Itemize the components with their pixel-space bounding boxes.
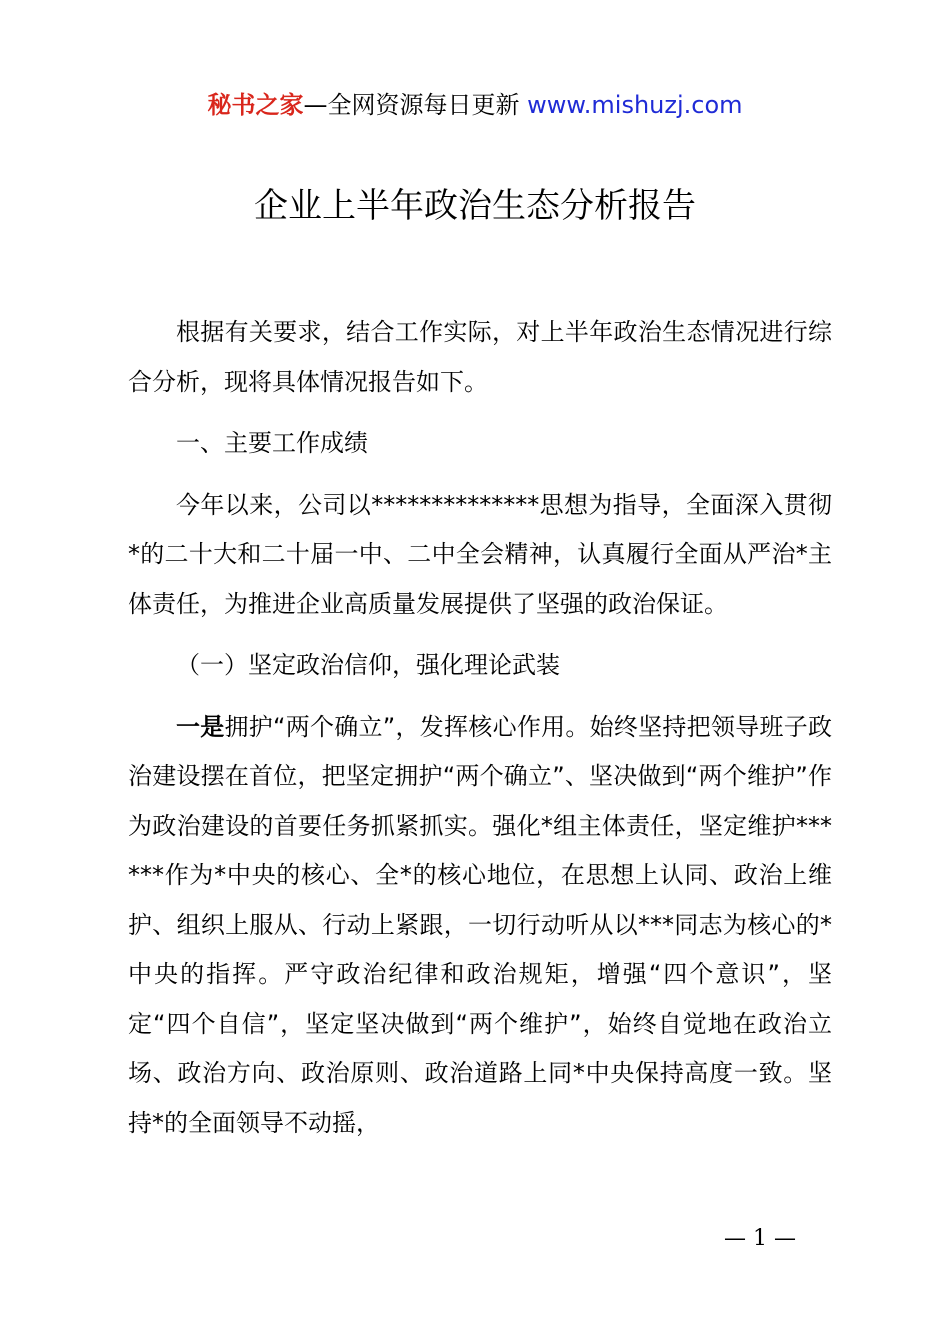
document-title: 企业上半年政治生态分析报告 (254, 186, 696, 226)
subsection-heading: （一）坚定政治信仰，强化理论武装 (176, 651, 560, 679)
point-text: 拥护“两个确立”，发挥核心作用。始终坚持把领导班子政治建设摆在首位，把坚定拥护“两个确立”、坚决做到“两个维护”作为政治建设的首要任务抓紧抓实。强化*组主体责任，坚定维护******作为*中央的核心、全*的核心地位，在思想上认同、政治上维护、组织上服从、行动上紧跟，一切行动听从以***同志为核心的*中央的指挥。严守政治纪律和政治规矩，增强“四个意识”，坚定“四个自信”，坚定坚决做到“两个维护”，始终自觉地在政治立场、政治方向、政治原则、政治道路上同*中央保持高度一致。坚持*的全面领导不动摇， (128, 712, 832, 1137)
document-body (128, 308, 832, 1160)
site-slogan: —全网资源每日更新 (303, 91, 528, 119)
page-number: — 1 — (724, 1226, 796, 1251)
intro-paragraph: 根据有关要求，结合工作实际，对上半年政治生态情况进行综合分析，现将具体情况报告如下。 (128, 318, 832, 396)
site-url-link[interactable]: www.mishuzj.com (527, 91, 743, 119)
site-header (0, 88, 950, 122)
point-lead: 一是 (176, 712, 225, 741)
section-paragraph: 今年以来，公司以**************思想为指导，全面深入贯彻*的二十大和二十届一中、二中全会精神，认真履行全面从严治*主体责任，为推进企业高质量发展提供了坚强的政治保证。 (128, 490, 832, 618)
point-paragraph (128, 703, 832, 1149)
section-heading: 一、主要工作成绩 (176, 429, 368, 457)
brand-name: 秘书之家 (207, 91, 304, 119)
